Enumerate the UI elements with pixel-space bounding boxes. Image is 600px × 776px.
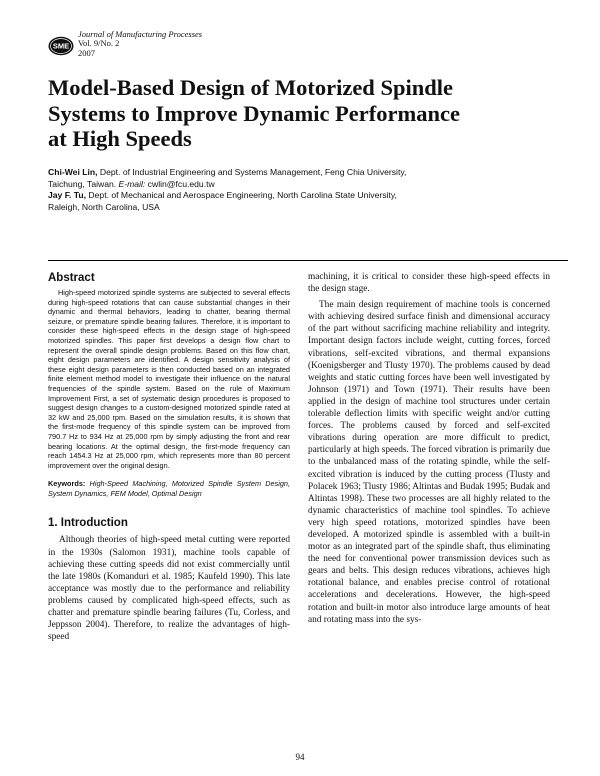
introduction-heading: 1. Introduction <box>48 517 128 530</box>
paper-title <box>48 75 568 152</box>
author-2-name: Jay F. Tu, <box>48 190 87 201</box>
author-2-affiliation: Dept. of Mechanical and Aerospace Engineering, North Carolina State University, <box>86 190 397 201</box>
journal-info <box>78 30 202 58</box>
author-2-line-1 <box>48 190 568 202</box>
sme-logo-icon <box>48 36 74 56</box>
author-1-affiliation: Dept. of Industrial Engineering and Systems Management, Feng Chia University, <box>97 167 407 177</box>
header-divider <box>48 260 568 261</box>
journal-year: 2007 <box>78 47 95 58</box>
title-line-1: Model-Based Design of Motorized Spindle <box>48 75 453 100</box>
introduction-paragraph-1: Although theories of high-speed metal cutting were reported in the 1930s (Salomon 1931), machine tools capable of achieving these cutting speeds did not exist commercially until the late 1980s (Komanduri et al. 1985; Kaufeld 1990). This late acceptance was mostly due to the performance and reliability problems caused by complicated high-speed effects, such as chatter and premature spindle bearing failures (Tu, Corless, and Jeppsson 2004). Therefore, to realize the advantages of high-speed <box>48 535 290 643</box>
email-label: E-mail: <box>118 178 146 189</box>
title-line-3: at High Speeds <box>48 126 192 151</box>
keywords-text: High-Speed Machining, Motorized Spindle System Design, System Dynamics, FEM Model, Optimal Design <box>48 479 290 498</box>
author-2-location: Raleigh, North Carolina, USA <box>48 201 160 212</box>
sme-logo-text: SME <box>52 41 70 51</box>
author-1-line-2 <box>48 179 568 191</box>
author-2-line-2 <box>48 202 568 214</box>
introduction-paragraph-2: The main design requirement of machine tools is concerned with achieving desired surface finish and dimensional accuracy of the part without sacrificing machine reliability and integrity. Important design factors include weight, cutting forces, forced vibrations, self-excited vibrations, and thermal expansions (Koenigsberger and Tlusty 1970). The problems caused by dead weights and static cutting forces have been well investigated by Johnson (1971) and Town (1971). Their results have been applied in the design of machine tool structures under certain tolerable deflection limits with specific weight and/or cutting forces. The problems caused by forced and self-excited vibrations during operation are more difficult to predict, particularly at high speeds. The forced vibration is primarily due to the unbalanced mass of the rotating spindle, while the self-excited vibration is induced by the cutting process (Tlusty and Polacek 1963; Tlusty 1986; Altintas and Budak 1995; Budak and Altintas 1998). These two processes are all highly related to the dynamic characteristics of machine tool spindles. To achieve very high speed rotations, motorized spindles have been developed. A motorized spindle is assembled with a built-in motor as an integrated part of the spindle shaft, thus eliminating the need for conventional power transmission devices such as gears and belts. This design reduces vibrations, achieves high rotational balance, and enables precise control of rotational accelerations and decelerations. However, the high-speed rotation and built-in motor also introduce large amounts of heat and rotating mass into the sys- <box>308 300 550 625</box>
journal-name: Journal of Manufacturing Processes <box>78 29 203 39</box>
author-1-location: Taichung, Taiwan. <box>48 178 119 189</box>
keywords-label: Keywords: <box>48 479 86 489</box>
author-1-email: cwlin@fcu.edu.tw <box>145 178 215 189</box>
left-column <box>48 271 290 643</box>
abstract-text: High-speed motorized spindle systems are subjected to several effects during high-speed rotations that can cause substantial changes in their dynamic and thermal behaviors, leading to chatter, bearing thermal seizure, or premature spindle bearing failures. Therefore, it is important to consider these high-speed effects in the design stage of high-speed motorized spindles. This paper first develops a design flow chart to represent the overall spindle design problems. Based on this flow chart, eight design parameters are identified. A design sensitivity analysis of these eight design parameters is then conducted based on an integrated finite element method model to investigate their influence on the natural frequencies of the spindle system. Based on the rule of Maximum Improvement First, a set of systematic design procedures is proposed to suggest design changes to a custom-designed motorized spindle rated at 32 kW and 25,000 rpm. Based on the simulation results, it is shown that the first-mode frequency of this spindle system can be improved from 790.7 Hz to 934 Hz at 25,000 rpm by simply adjusting the front and rear bearing locations. At the optimal design, the first-mode frequency can reach 1454.3 Hz at 25,000 rpm, which represents more than 80 percent improvement over the original design. <box>48 288 290 470</box>
author-block <box>48 167 568 213</box>
right-column <box>308 271 550 626</box>
author-1-name: Chi-Wei Lin, <box>48 167 98 177</box>
title-line-2: Systems to Improve Dynamic Performance <box>48 100 460 126</box>
page-number: 94 <box>295 752 305 762</box>
abstract-heading: Abstract <box>48 272 95 284</box>
keywords <box>48 479 290 498</box>
author-1-line-1 <box>48 167 568 179</box>
introduction-paragraph-1-continued: machining, it is critical to consider these high-speed effects in the design stage. <box>308 272 550 295</box>
journal-volume: Vol. 9/No. 2 <box>78 38 120 49</box>
